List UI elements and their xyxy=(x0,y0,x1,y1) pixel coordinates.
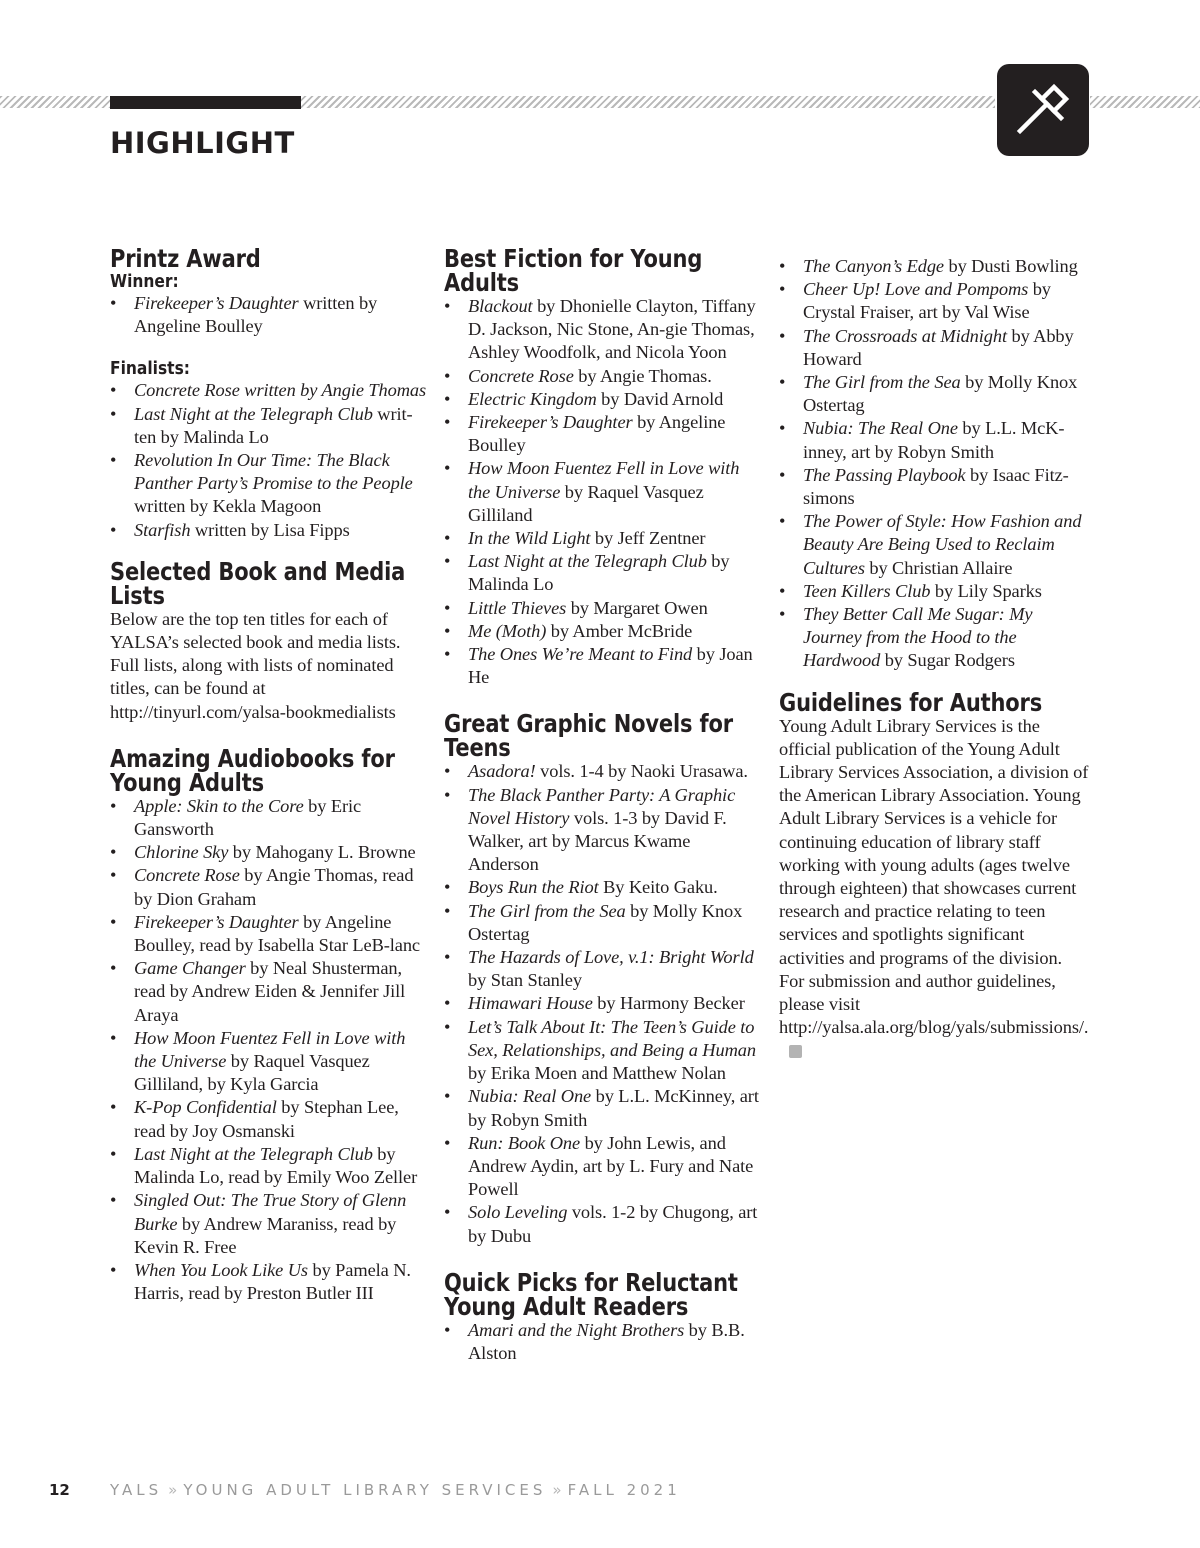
quick-picks-heading: Quick Picks for Reluctant Young Adult Readers xyxy=(444,1267,738,1321)
list-item: • The Black Panther Party: A Graphic Novel History vols. 1-3 by David F. Walker, art by Marcus Kwame Anderson xyxy=(444,784,736,875)
best-fiction-list xyxy=(444,295,764,689)
page-footer xyxy=(0,1481,1200,1501)
list-item: • In the Wild Light by Jeff Zentner xyxy=(444,528,706,549)
list-item: • When You Look Like Us by Pamela N. Harris, read by Preston Butler III xyxy=(110,1259,411,1304)
list-item: • The Girl from the Sea by Molly Knox Ostertag xyxy=(779,372,1078,416)
list-item: • Chlorine Sky by Mahogany L. Browne xyxy=(110,842,416,863)
list-item: • The Girl from the Sea by Molly Knox Ostertag xyxy=(444,900,743,944)
list-item: • Concrete Rose written by Angie Thomas xyxy=(110,380,427,401)
list-item: • How Moon Fuentez Fell in Love with the Universe by Raquel Vasquez Gilliland xyxy=(444,458,740,525)
list-item: • The Ones We’re Meant to Find by Joan He xyxy=(444,644,753,688)
list-item: • Let’s Talk About It: The Teen’s Guide to Sex, Relationships, and Being a Human by Erika Moen and Matthew Nolan xyxy=(444,1016,756,1084)
graphic-novels-heading: Great Graphic Novels for Teens xyxy=(444,709,733,763)
list-item: • Last Night at the Telegraph Club writ-ten by Malinda Lo xyxy=(110,403,413,447)
list-item: • Starfish written by Lisa Fipps xyxy=(110,519,350,540)
end-of-article-mark xyxy=(789,1045,802,1058)
list-item: • Concrete Rose by Angie Thomas. xyxy=(444,365,712,386)
list-item: • Asadora! vols. 1-4 by Naoki Urasawa. xyxy=(444,761,748,782)
journal-name: YOUNG ADULT LIBRARY SERVICES xyxy=(183,1481,547,1499)
list-item: • Last Night at the Telegraph Club by Malinda Lo, read by Emily Woo Zeller xyxy=(110,1143,418,1188)
issue-label: FALL 2021 xyxy=(567,1481,681,1499)
graphic-novels-list xyxy=(444,760,764,1247)
audiobooks-list xyxy=(110,795,430,1305)
list-item: • Amari and the Night Brothers by B.B. Alston xyxy=(444,1319,745,1363)
header-hatch-rule-right xyxy=(1090,96,1200,108)
list-item: • Boys Run the Riot By Keito Gaku. xyxy=(444,877,718,898)
list-item: • Revolution In Our Time: The Black Panther Party’s Promise to the People written by Kekla Magoon xyxy=(110,450,413,517)
list-item: • Firekeeper’s Daughter by Angeline Boulley, read by Isabella Star LeB-lanc xyxy=(110,911,420,956)
winner-label: Winner: xyxy=(110,271,179,292)
list-item: • Nubia: The Real One by L.L. McK-inney, art by Robyn Smith xyxy=(779,418,1065,462)
guidelines-body: Young Adult Library Services is the official publication of the Young Adult Library Services Association, a division of the American Library Association. Young Adult Library Services is a vehicle for continuing education of library staff working with young adults (ages twelve through eighteen) that showcases current research and practice relating to teen services and spotlights significant activities and programs of the division. For submission and author guidelines, please visit http://yalsa.ala.org/blog/yals/submissions/. xyxy=(779,715,1091,1063)
list-item: • Apple: Skin to the Core by Eric Gansworth xyxy=(110,795,362,840)
list-item: • The Crossroads at Midnight by Abby Howard xyxy=(779,325,1074,369)
list-item: • K-Pop Confidential by Stephan Lee, read by Joy Osmanski xyxy=(110,1097,399,1141)
journal-abbreviation: YALS xyxy=(110,1481,163,1499)
list-item: • How Moon Fuentez Fell in Love with the Universe by Raquel Vasquez Gilliland, by Kyla Garcia xyxy=(110,1027,406,1095)
list-item: • Cheer Up! Love and Pompoms by Crystal Fraiser, art by Val Wise xyxy=(779,279,1051,323)
list-item: • They Better Call Me Sugar: My Journey from the Hood to the Hardwood by Sugar Rodgers xyxy=(779,604,1033,671)
list-item: • Electric Kingdom by David Arnold xyxy=(444,388,724,409)
list-item: • Firekeeper’s Daughter written by Angeline Boulley xyxy=(110,293,378,337)
page-number: 12 xyxy=(49,1481,70,1499)
column-3 xyxy=(779,255,1091,1063)
list-item: • Teen Killers Club by Lily Sparks xyxy=(779,580,1042,601)
quick-picks-list-continued xyxy=(779,255,1091,673)
finalists-label: Finalists: xyxy=(110,358,190,380)
list-item: • Nubia: Real One by L.L. McKinney, art by Robyn Smith xyxy=(444,1086,759,1130)
printz-winner-list xyxy=(110,292,430,338)
list-item: • Game Changer by Neal Shusterman, read by Andrew Eiden & Jennifer Jill Araya xyxy=(110,958,406,1025)
printz-award-heading: Printz Award xyxy=(110,244,261,273)
column-2 xyxy=(444,244,764,1365)
list-item: • Concrete Rose by Angie Thomas, read by Dion Graham xyxy=(110,865,414,909)
section-bar xyxy=(110,96,301,109)
pushpin-icon xyxy=(1009,76,1077,144)
list-item: • The Hazards of Love, v.1: Bright World by Stan Stanley xyxy=(444,947,754,991)
list-item: • The Power of Style: How Fashion and Beauty Are Being Used to Reclaim Cultures by Christian Allaire xyxy=(779,511,1082,578)
list-item: • Firekeeper’s Daughter by Angeline Boulley xyxy=(444,412,726,456)
section-title: HIGHLIGHT xyxy=(110,126,295,160)
list-item: • Run: Book One by John Lewis, and Andrew Aydin, art by L. Fury and Nate Powell xyxy=(444,1132,754,1200)
column-1 xyxy=(110,244,430,1305)
list-item: • Me (Moth) by Amber McBride xyxy=(444,620,693,641)
list-item: • The Canyon’s Edge by Dusti Bowling xyxy=(779,256,1078,276)
printz-finalists-list xyxy=(110,379,430,541)
highlight-badge xyxy=(997,64,1089,156)
guidelines-heading: Guidelines for Authors xyxy=(779,687,1043,717)
list-item: • Blackout by Dhonielle Clayton, Tiffany D. Jackson, Nic Stone, An-gie Thomas, Ashley Woodfolk, and Nicola Yoon xyxy=(444,296,756,363)
list-item: • Solo Leveling vols. 1-2 by Chugong, art by Dubu xyxy=(444,1202,758,1246)
list-item: • Last Night at the Telegraph Club by Malinda Lo xyxy=(444,551,730,595)
list-item: • The Passing Playbook by Isaac Fitz-simons xyxy=(779,464,1069,509)
running-footer: YALS » YOUNG ADULT LIBRARY SERVICES » FALL 2021 xyxy=(110,1481,681,1499)
list-item: • Singled Out: The True Story of Glenn Burke by Andrew Maraniss, read by Kevin R. Free xyxy=(110,1190,407,1257)
audiobooks-heading: Amazing Audiobooks for Young Adults xyxy=(110,743,395,797)
selected-lists-heading: Selected Book and Media Lists xyxy=(110,556,406,610)
list-item: • Little Thieves by Margaret Owen xyxy=(444,597,708,618)
list-item: • Himawari House by Harmony Becker xyxy=(444,993,745,1014)
quick-picks-list xyxy=(444,1319,764,1365)
selected-lists-intro: Below are the top ten titles for each of YALSA’s selected book and media lists. Full lists, along with lists of nominated titles, can be found at http://tinyurl.com/yalsa-bookmedialists xyxy=(110,608,401,722)
best-fiction-heading: Best Fiction for Young Adults xyxy=(444,244,703,297)
